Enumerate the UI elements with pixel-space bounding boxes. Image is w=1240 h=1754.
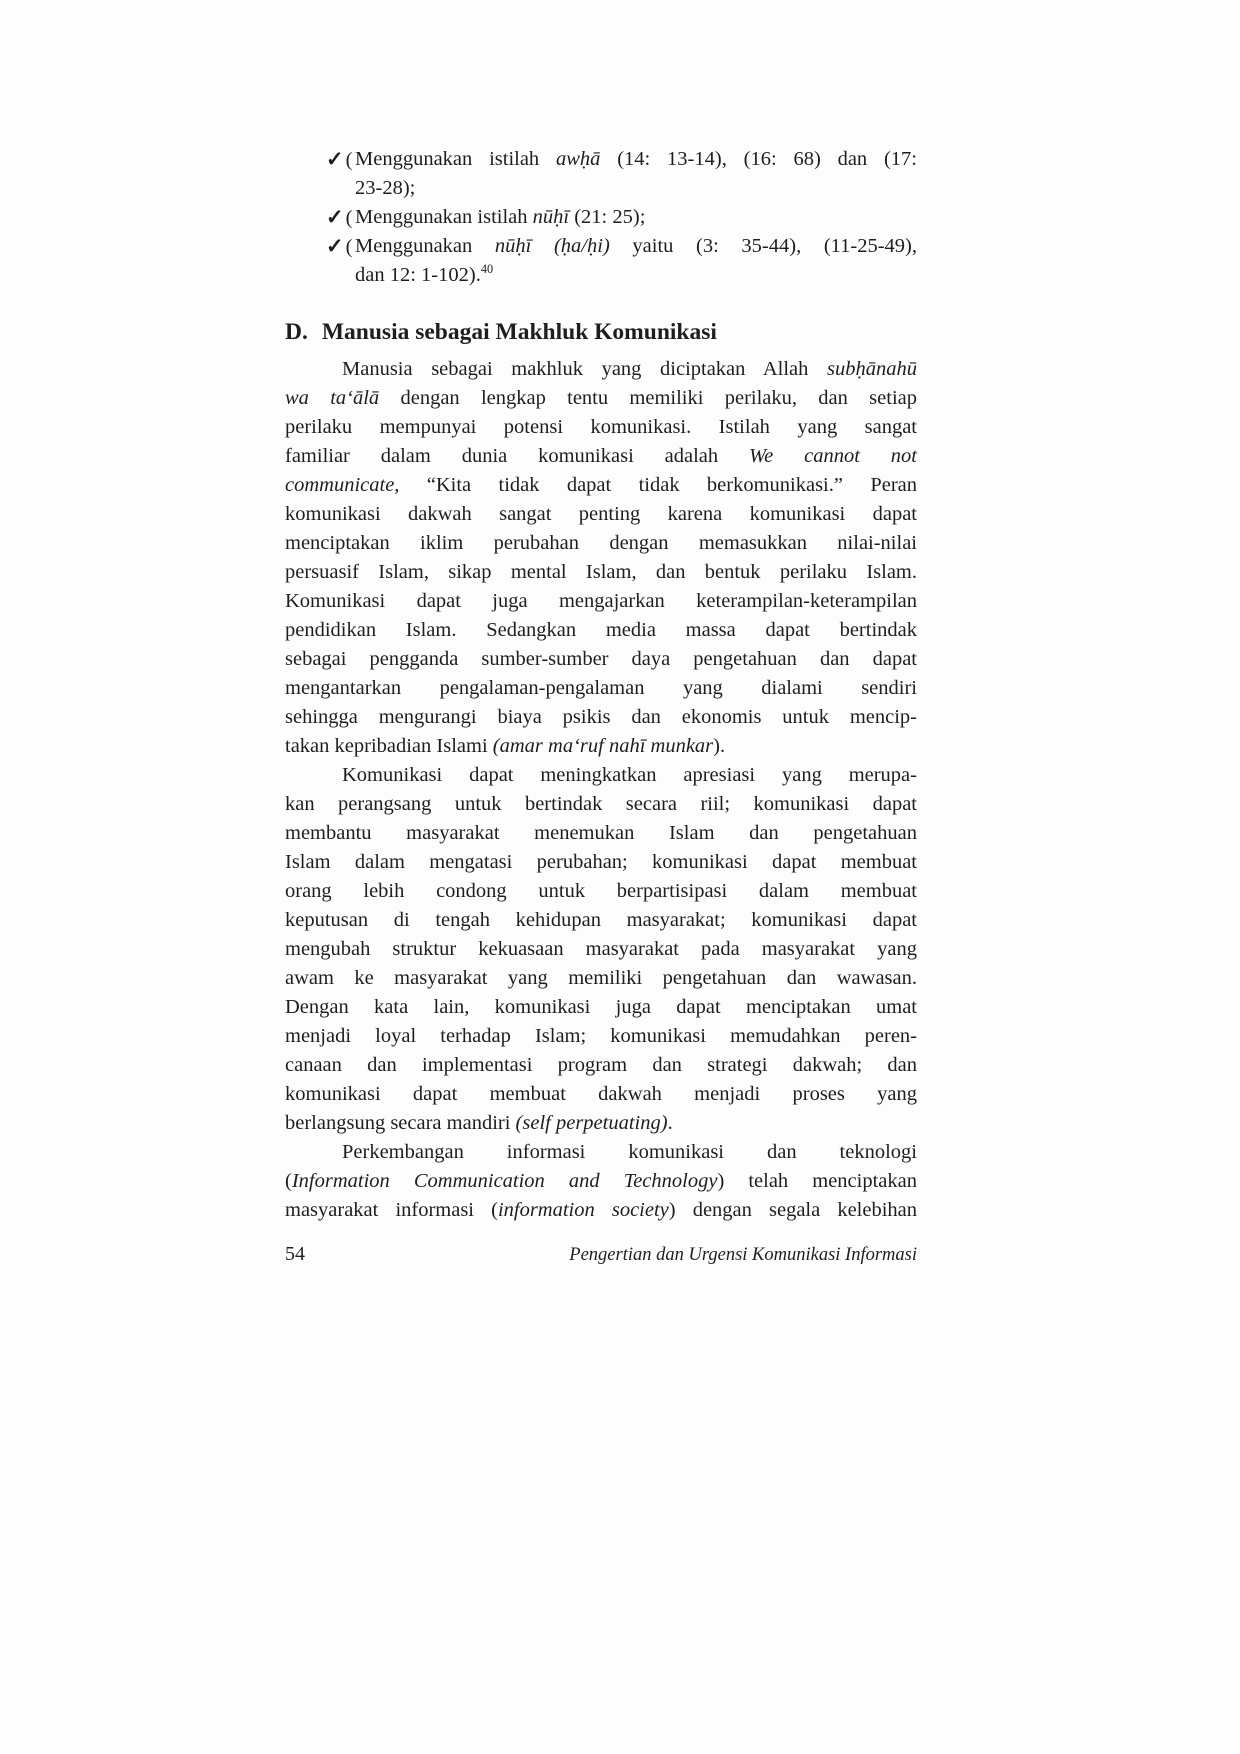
text-run: sehingga mengurangi biaya psikis dan ekonomis untuk mencip- bbox=[285, 706, 917, 728]
bullet-list bbox=[285, 145, 917, 290]
text-line bbox=[285, 500, 917, 529]
italic-text-run: information society bbox=[497, 1199, 669, 1221]
text-line bbox=[285, 384, 917, 413]
text-run: yaitu (3: 35-44), (11-25-49), bbox=[609, 235, 917, 257]
text-run: (14: 13-14), (16: 68) dan (17: bbox=[600, 148, 917, 170]
text-line bbox=[285, 355, 917, 384]
text-line bbox=[355, 232, 917, 261]
text-run: perilaku mempunyai potensi komunikasi. Istilah yang sangat bbox=[285, 416, 917, 438]
text-line bbox=[355, 261, 917, 290]
text-line bbox=[285, 529, 917, 558]
checkmark-bullet-icon bbox=[326, 203, 352, 233]
text-run: dan 12: 1-102). bbox=[355, 264, 481, 286]
text-line bbox=[285, 935, 917, 964]
text-line bbox=[285, 674, 917, 703]
text-line bbox=[285, 1022, 917, 1051]
text-run: membantu masyarakat menemukan Islam dan pengetahuan bbox=[285, 822, 917, 844]
text-run: ) dengan segala kelebihan bbox=[668, 1199, 918, 1221]
text-line bbox=[285, 413, 917, 442]
text-line bbox=[285, 1138, 917, 1167]
text-line bbox=[285, 645, 917, 674]
text-run: sebagai pengganda sumber-sumber daya pengetahuan dan dapat bbox=[285, 648, 917, 670]
section-heading-title: Manusia sebagai Makhluk Komunikasi bbox=[321, 319, 717, 345]
text-line bbox=[285, 587, 917, 616]
italic-text-run: (self perpetuating) bbox=[515, 1112, 668, 1134]
text-run: mengantarkan pengalaman-pengalaman yang dialami sendiri bbox=[285, 677, 917, 699]
text-run: canaan dan implementasi program dan strategi dakwah; dan bbox=[285, 1054, 917, 1076]
check-icon: ✓ bbox=[326, 234, 344, 258]
text-line bbox=[285, 906, 917, 935]
text-line bbox=[285, 558, 917, 587]
italic-text-run: We cannot not bbox=[748, 445, 917, 467]
text-run: 23-28); bbox=[355, 177, 416, 199]
text-run: (21: 25); bbox=[569, 206, 646, 228]
text-run: familiar dalam dunia komunikasi adalah bbox=[285, 445, 749, 467]
paragraphs bbox=[285, 355, 917, 1225]
italic-text-run: wa ta‘ālā bbox=[285, 387, 380, 409]
text-run: , “Kita tidak dapat tidak berkomunikasi.” Peran bbox=[394, 474, 917, 496]
text-line bbox=[285, 877, 917, 906]
paren-glyph: ( bbox=[345, 236, 353, 258]
paragraph bbox=[285, 1138, 917, 1225]
paren-glyph: ( bbox=[345, 207, 353, 229]
paren-glyph: ( bbox=[345, 149, 353, 171]
text-line bbox=[285, 1080, 917, 1109]
footnote-reference: 40 bbox=[480, 262, 494, 277]
page-number: 54 bbox=[285, 1243, 305, 1265]
text-run: takan kepribadian Islami bbox=[285, 735, 493, 757]
text-run: menciptakan iklim perubahan dengan memasukkan nilai-nilai bbox=[285, 532, 917, 554]
text-line bbox=[355, 174, 917, 203]
text-line bbox=[285, 1196, 917, 1225]
text-line bbox=[285, 1167, 917, 1196]
italic-text-run: subḥānahū bbox=[827, 358, 917, 380]
text-line bbox=[285, 1051, 917, 1080]
text-run: mengubah struktur kekuasaan masyarakat pada masyarakat yang bbox=[285, 938, 917, 960]
text-line bbox=[285, 848, 917, 877]
text-run: Komunikasi dapat juga mengajarkan keterampilan-keterampilan bbox=[285, 590, 917, 612]
text-run: komunikasi dakwah sangat penting karena komunikasi dapat bbox=[285, 503, 917, 525]
text-line bbox=[285, 471, 917, 500]
text-run: menjadi loyal terhadap Islam; komunikasi memudahkan peren- bbox=[285, 1025, 917, 1047]
text-run: berlangsung secara mandiri bbox=[285, 1112, 516, 1134]
section-heading-label: D. bbox=[285, 319, 308, 345]
text-run: Manusia sebagai makhluk yang diciptakan Allah bbox=[342, 358, 828, 380]
bullet-item bbox=[285, 232, 917, 290]
italic-text-run: nūḥī (ḥa/ḥi) bbox=[494, 235, 610, 257]
text-run: awam ke masyarakat yang memiliki pengetahuan dan wawasan. bbox=[285, 967, 917, 989]
text-run: Dengan kata lain, komunikasi juga dapat menciptakan umat bbox=[285, 996, 917, 1018]
bullet-item bbox=[285, 203, 917, 232]
text-run: Menggunakan istilah bbox=[355, 206, 533, 228]
text-line bbox=[285, 993, 917, 1022]
paragraph bbox=[285, 355, 917, 761]
text-line bbox=[285, 1109, 917, 1138]
text-run: ). bbox=[713, 735, 726, 757]
text-run: pendidikan Islam. Sedangkan media massa dapat bertindak bbox=[285, 619, 917, 641]
text-line bbox=[355, 145, 917, 174]
section-heading bbox=[285, 316, 917, 348]
italic-text-run: nūḥī bbox=[532, 206, 570, 228]
text-run: dengan lengkap tentu memiliki perilaku, dan setiap bbox=[379, 387, 917, 409]
italic-text-run: awḥā bbox=[555, 148, 601, 170]
checkmark-bullet-icon bbox=[326, 145, 352, 175]
text-run: Perkembangan informasi komunikasi dan teknologi bbox=[342, 1141, 917, 1163]
text-run: ) telah menciptakan bbox=[717, 1170, 917, 1192]
text-run: orang lebih condong untuk berpartisipasi dalam membuat bbox=[285, 880, 917, 902]
text-line bbox=[285, 819, 917, 848]
italic-text-run: Information Communication and Technology bbox=[291, 1170, 718, 1192]
text-line bbox=[285, 964, 917, 993]
text-run: Islam dalam mengatasi perubahan; komunikasi dapat membuat bbox=[285, 851, 917, 873]
text-run: ( bbox=[285, 1170, 292, 1192]
bullet-item bbox=[285, 145, 917, 203]
text-line bbox=[285, 732, 917, 761]
text-run: Menggunakan bbox=[355, 235, 495, 257]
text-line bbox=[285, 790, 917, 819]
text-run: masyarakat informasi ( bbox=[285, 1199, 498, 1221]
text-run: Komunikasi dapat meningkatkan apresiasi yang merupa- bbox=[342, 764, 917, 786]
text-line bbox=[355, 203, 917, 232]
text-run: Menggunakan istilah bbox=[355, 148, 556, 170]
text-line bbox=[285, 703, 917, 732]
page-footer bbox=[285, 1243, 917, 1266]
text-line bbox=[285, 761, 917, 790]
text-run: . bbox=[667, 1112, 673, 1134]
checkmark-bullet-icon bbox=[326, 232, 352, 262]
text-run: komunikasi dapat membuat dakwah menjadi proses yang bbox=[285, 1083, 917, 1105]
text-run: persuasif Islam, sikap mental Islam, dan bentuk perilaku Islam. bbox=[285, 561, 917, 583]
check-icon: ✓ bbox=[326, 147, 344, 171]
text-line bbox=[285, 442, 917, 471]
paragraph bbox=[285, 761, 917, 1138]
italic-text-run: (amar ma‘ruf nahī munkar bbox=[492, 735, 714, 757]
running-title: Pengertian dan Urgensi Komunikasi Informasi bbox=[569, 1245, 917, 1265]
text-run: kan perangsang untuk bertindak secara riil; komunikasi dapat bbox=[285, 793, 917, 815]
check-icon: ✓ bbox=[326, 205, 344, 229]
text-column bbox=[285, 145, 917, 1225]
italic-text-run: communicate bbox=[285, 474, 395, 496]
text-run: keputusan di tengah kehidupan masyarakat; komunikasi dapat bbox=[285, 909, 917, 931]
text-line bbox=[285, 616, 917, 645]
